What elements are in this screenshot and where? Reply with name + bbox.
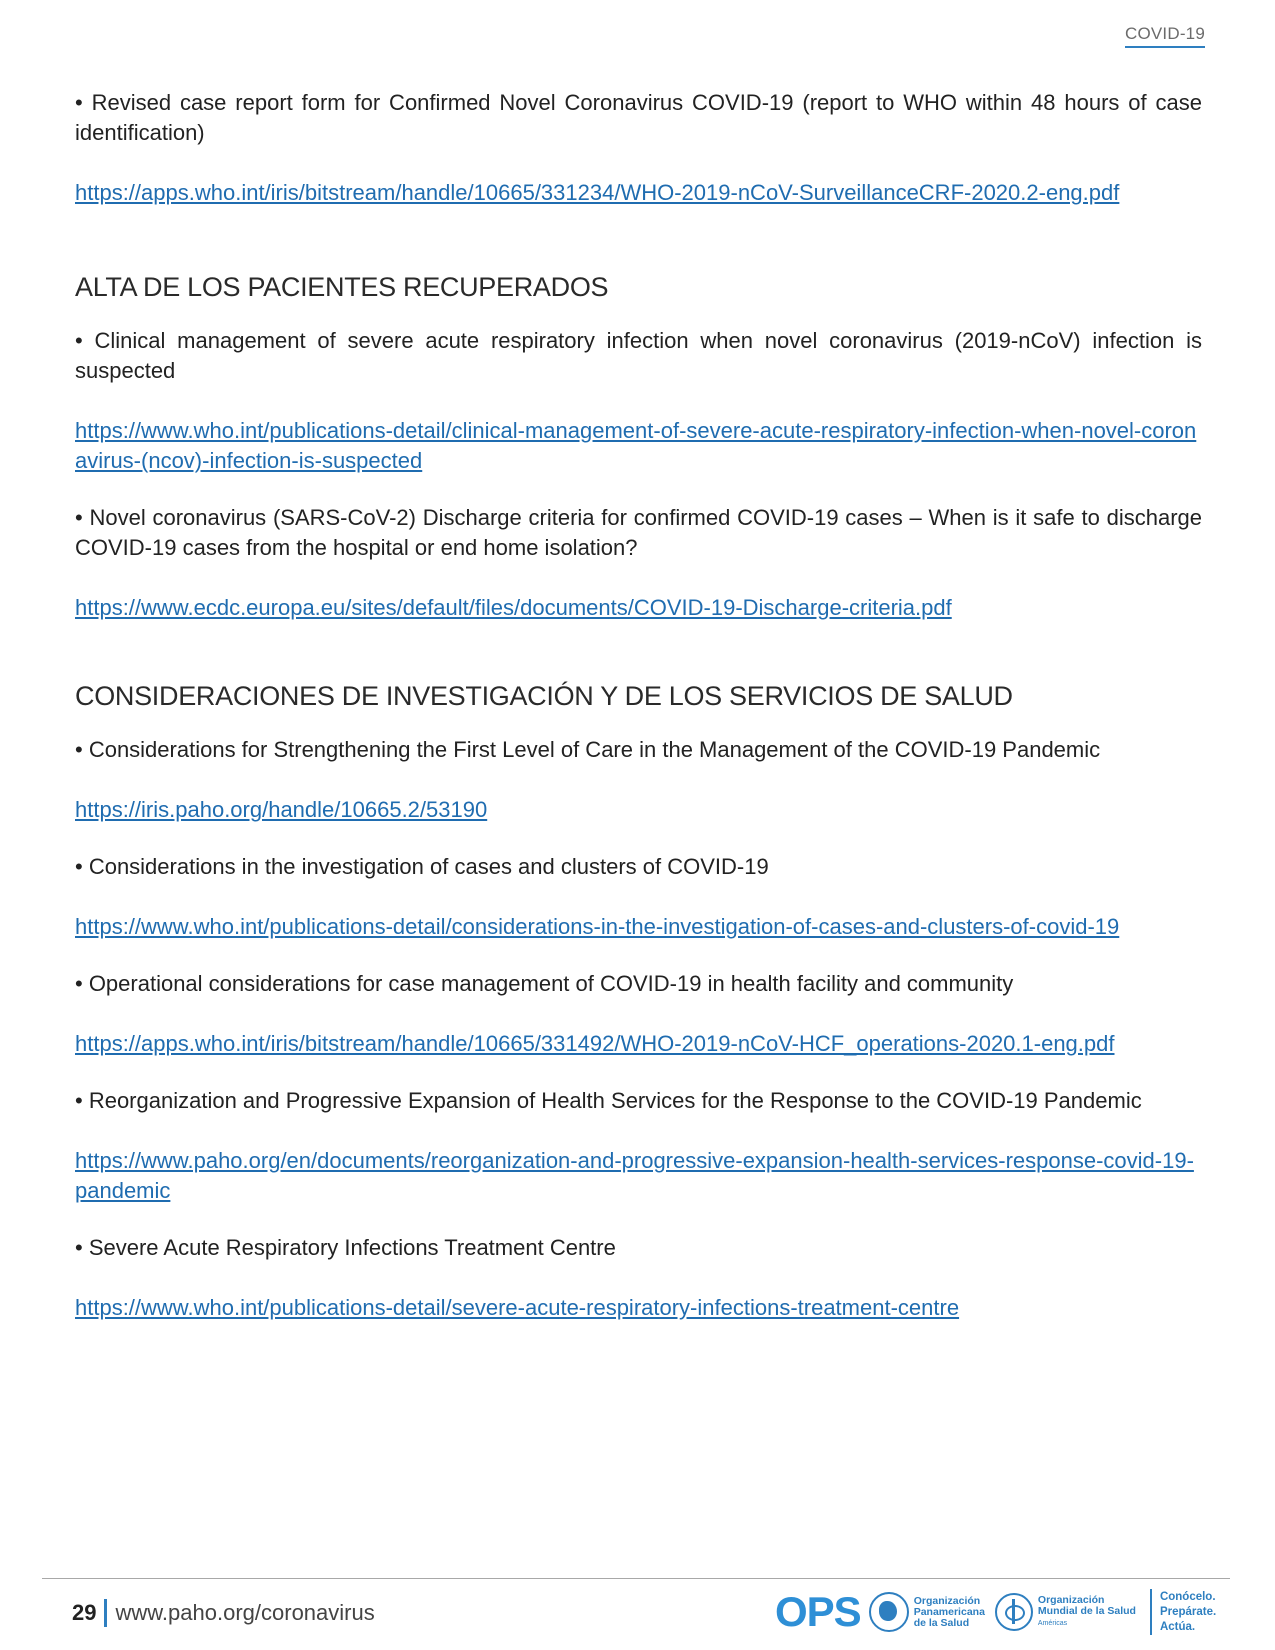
item-link[interactable]: https://www.who.int/publications-detail/clinical-management-of-severe-acute-respiratory-infection-when-novel-coronavirus-(ncov)-infection-is-suspected [75, 418, 1197, 473]
item-link[interactable]: https://www.ecdc.europa.eu/sites/default/files/documents/COVID-19-Discharge-criteria.pdf [75, 595, 952, 620]
section-heading: ALTA DE LOS PACIENTES RECUPERADOS [75, 272, 609, 302]
ops-logo: OPS [775, 1588, 861, 1635]
footer-divider [42, 1578, 1230, 1579]
item-title: • Considerations for Strengthening the First Level of Care in the Management of the COVID-19 Pandemic [75, 737, 1101, 762]
item-title: • Severe Acute Respiratory Infections Treatment Centre [75, 1235, 616, 1260]
item-link[interactable]: https://iris.paho.org/handle/10665.2/53190 [75, 797, 488, 822]
who-emblem-icon [995, 1593, 1033, 1631]
item-title: • Reorganization and Progressive Expansion of Health Services for the Response to the COVID-19 Pandemic [75, 1088, 1142, 1113]
reference-item [75, 326, 1202, 476]
slogan [1160, 1590, 1216, 1635]
reference-item [75, 852, 1202, 942]
paho-name [914, 1596, 985, 1629]
paho-name-line: Organización [913, 1594, 981, 1607]
slogan-divider [1150, 1589, 1152, 1635]
slogan-line: Actúa. [1159, 1620, 1196, 1633]
reference-item [75, 735, 1202, 825]
slogan-line: Conócelo. [1159, 1590, 1216, 1603]
item-link[interactable]: https://apps.who.int/iris/bitstream/handle/10665/331234/WHO-2019-nCoV-SurveillanceCRF-2020.2-eng.pdf [75, 180, 1120, 205]
who-name-line: Mundial de la Salud [1037, 1605, 1136, 1617]
paho-name-line: Panamericana [913, 1605, 985, 1618]
reference-item [75, 969, 1202, 1059]
item-title: • Clinical management of severe acute respiratory infection when novel coronavirus (2019-nCoV) infection is suspected [75, 328, 1202, 383]
item-title: • Revised case report form for Confirmed Novel Coronavirus COVID-19 (report to WHO within 48 hours of case identification) [75, 90, 1202, 145]
item-title: • Novel coronavirus (SARS-CoV-2) Discharge criteria for confirmed COVID-19 cases – When is it safe to discharge COVID-19 cases from the hospital or end home isolation? [75, 505, 1202, 560]
paho-name-line: de la Salud [913, 1616, 970, 1629]
footer-logos [775, 1584, 1235, 1640]
who-name-line: Organización [1037, 1594, 1105, 1606]
reference-item [75, 503, 1202, 623]
document-body [75, 88, 1202, 1323]
slogan-line: Prepárate. [1159, 1605, 1217, 1618]
header-tag: COVID-19 [1125, 24, 1205, 48]
item-title: • Operational considerations for case management of COVID-19 in health facility and community [75, 971, 1014, 996]
footer-page-info [72, 1596, 375, 1630]
page-number: 29 [72, 1600, 97, 1625]
footer-url[interactable]: www.paho.org/coronavirus [115, 1600, 375, 1625]
item-title: • Considerations in the investigation of cases and clusters of COVID-19 [75, 854, 769, 879]
paho-globe-icon [869, 1592, 909, 1632]
reference-item [75, 88, 1202, 208]
footer-separator [104, 1599, 107, 1627]
who-name [1038, 1595, 1136, 1629]
item-link[interactable]: https://www.paho.org/en/documents/reorganization-and-progressive-expansion-health-services-response-covid-19-pandemic [75, 1148, 1194, 1203]
item-link[interactable]: https://apps.who.int/iris/bitstream/handle/10665/331492/WHO-2019-nCoV-HCF_operations-2020.1-eng.pdf [75, 1031, 1115, 1056]
section-heading: CONSIDERACIONES DE INVESTIGACIÓN Y DE LOS SERVICIOS DE SALUD [75, 681, 1013, 711]
who-region: Américas [1037, 1620, 1068, 1627]
item-link[interactable]: https://www.who.int/publications-detail/severe-acute-respiratory-infections-treatment-centre [75, 1295, 960, 1320]
reference-item [75, 1086, 1202, 1206]
reference-item [75, 1233, 1202, 1323]
item-link[interactable]: https://www.who.int/publications-detail/considerations-in-the-investigation-of-cases-and-clusters-of-covid-19 [75, 914, 1120, 939]
